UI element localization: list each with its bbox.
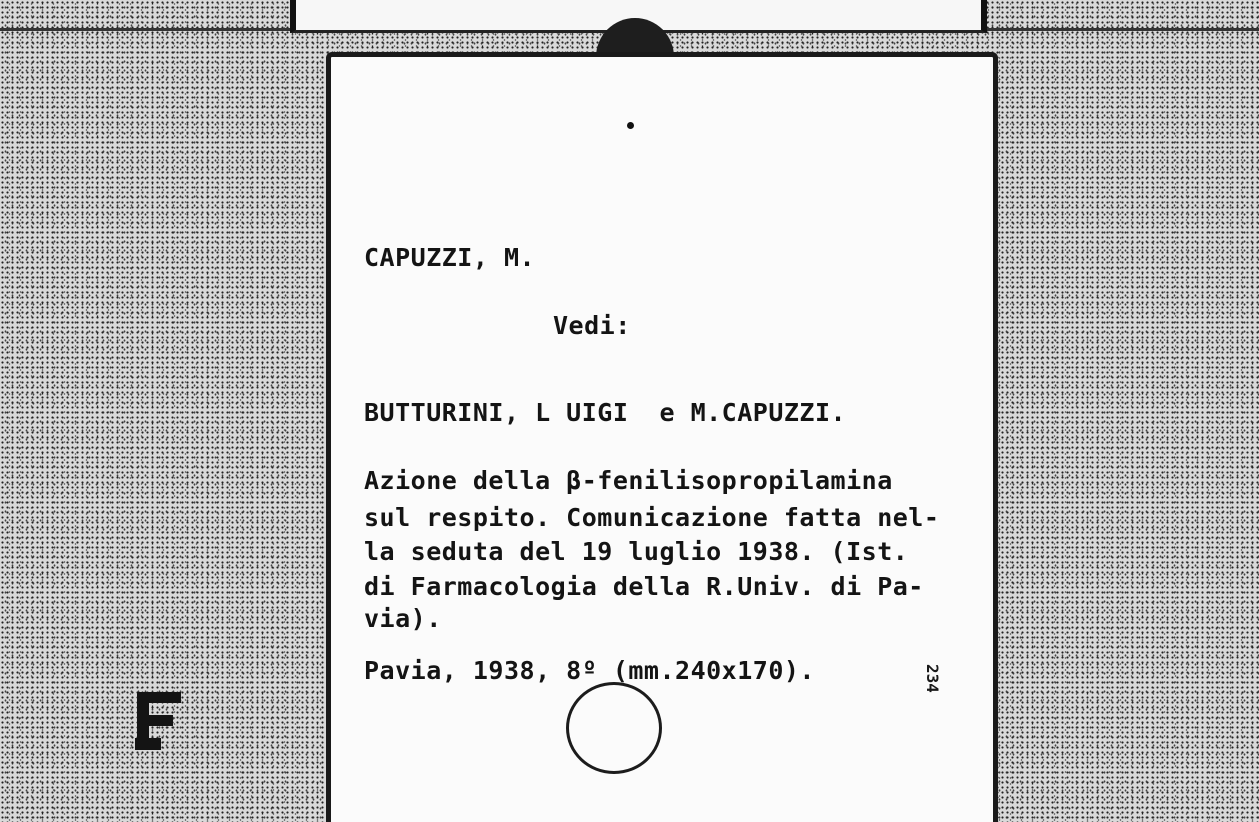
card-title-line-4: di Farmacologia della R.Univ. di Pa- [364,572,924,601]
catalog-card [326,52,998,822]
card-reference-author: BUTTURINI, L UIGI e M.CAPUZZI. [364,398,847,427]
card-title-line-2: sul respito. Comunicazione fatta nel- [364,503,940,532]
card-title-line-1: Azione della β-fenilisopropilamina [364,466,893,495]
card-see-also-label: Vedi: [553,311,631,340]
card-number [922,664,942,734]
drawer-letter-f-icon [135,688,185,752]
card-title-line-5: via). [364,604,442,633]
card-title-line-3: la seduta del 19 luglio 1938. (Ist. [364,537,909,566]
card-imprint: Pavia, 1938, 8º (mm.240x170). [364,656,815,685]
card-punch-dot [627,122,634,129]
card-number-text: 234 [923,664,942,693]
card-heading-author: CAPUZZI, M. [364,243,536,272]
card-rod-hole [566,682,662,774]
